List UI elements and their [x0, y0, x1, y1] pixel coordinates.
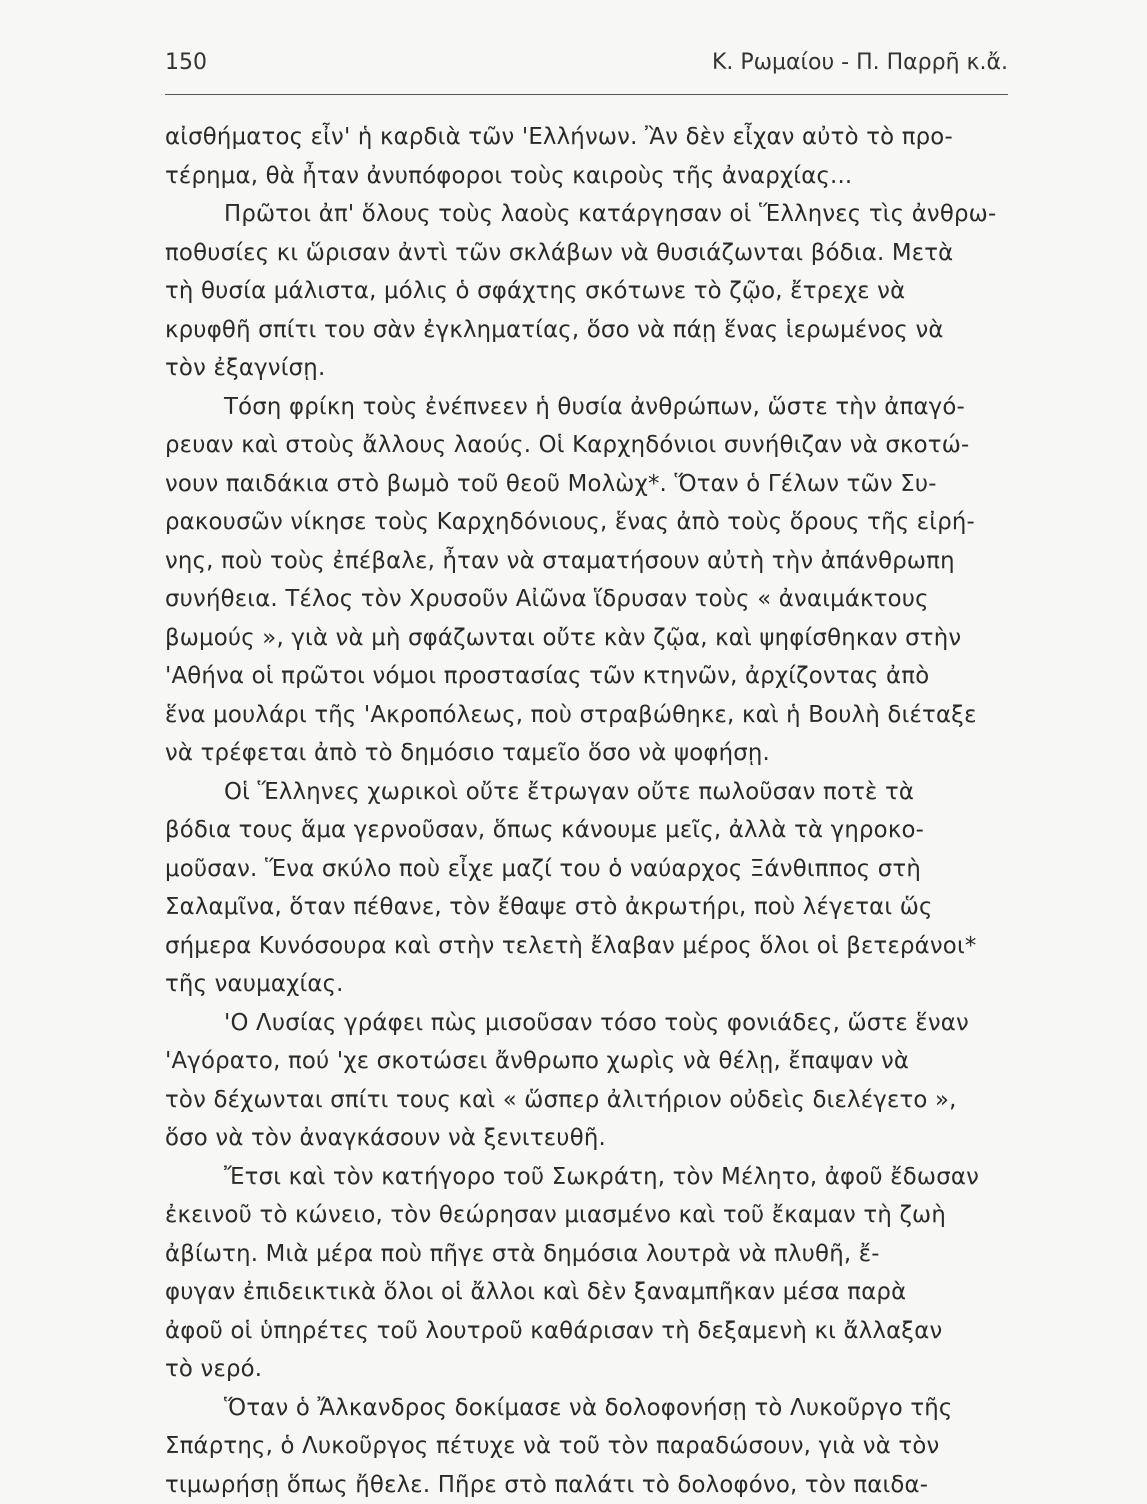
page-header [165, 50, 1008, 84]
text-line: τιμωρήσῃ ὅπως ἤθελε. Πῆρε στὸ παλάτι τὸ δολοφόνο, τὸν παιδα- [165, 1466, 1008, 1504]
text-line: φυγαν ἐπιδεικτικὰ ὅλοι οἱ ἄλλοι καὶ δὲν ξαναμπῆκαν μέσα παρὰ [165, 1273, 1008, 1312]
text-line: Τόση φρίκη τοὺς ἐνέπνεεν ἡ θυσία ἀνθρώπων, ὥστε τὴν ἀπαγό- [165, 388, 1008, 427]
body-text [165, 118, 1008, 1504]
text-line: μοῦσαν. Ἕνα σκύλο ποὺ εἶχε μαζί του ὁ ναύαρχος Ξάνθιππος στὴ [165, 850, 1008, 889]
text-line: Σπάρτης, ὁ Λυκοῦργος πέτυχε νὰ τοῦ τὸν παραδώσουν, γιὰ νὰ τὸν [165, 1427, 1008, 1466]
text-line: τὸ νερό. [165, 1350, 1008, 1389]
text-line: τῆς ναυμαχίας. [165, 965, 1008, 1004]
text-line: ποθυσίες κι ὥρισαν ἀντὶ τῶν σκλάβων νὰ θυσιάζωνται βόδια. Μετὰ [165, 234, 1008, 273]
text-line: Ἔτσι καὶ τὸν κατήγορο τοῦ Σωκράτη, τὸν Μέλητο, ἀφοῦ ἔδωσαν [165, 1158, 1008, 1197]
text-line: βόδια τους ἅμα γερνοῦσαν, ὅπως κάνουμε μεῖς, ἀλλὰ τὰ γηροκο- [165, 811, 1008, 850]
text-line: 'Αθήνα οἱ πρῶτοι νόμοι προστασίας τῶν κτηνῶν, ἀρχίζοντας ἀπὸ [165, 657, 1008, 696]
text-line: ἀφοῦ οἱ ὑπηρέτες τοῦ λουτροῦ καθάρισαν τὴ δεξαμενὴ κι ἄλλαξαν [165, 1312, 1008, 1351]
text-line: τὸν δέχωνται σπίτι τους καὶ « ὥσπερ ἀλιτήριον οὐδεὶς διελέγετο », [165, 1081, 1008, 1120]
text-line: 'Ο Λυσίας γράφει πὼς μισοῦσαν τόσο τοὺς φονιάδες, ὥστε ἕναν [165, 1004, 1008, 1043]
running-title: Κ. Ρωμαίου - Π. Παρρῆ κ.ἄ. [712, 50, 1008, 75]
text-line: νης, ποὺ τοὺς ἐπέβαλε, ἦταν νὰ σταματήσουν αὐτὴ τὴν ἀπάνθρωπη [165, 542, 1008, 581]
text-line: ἀβίωτη. Μιὰ μέρα ποὺ πῆγε στὰ δημόσια λουτρὰ νὰ πλυθῆ, ἔ- [165, 1235, 1008, 1274]
page-number: 150 [165, 50, 207, 75]
text-line: Οἱ Ἕλληνες χωρικοὶ οὔτε ἔτρωγαν οὔτε πωλοῦσαν ποτὲ τὰ [165, 773, 1008, 812]
text-line: τὴ θυσία μάλιστα, μόλις ὁ σφάχτης σκότωνε τὸ ζῷο, ἔτρεχε νὰ [165, 272, 1008, 311]
text-line: ὅσο νὰ τὸν ἀναγκάσουν νὰ ξενιτευθῆ. [165, 1119, 1008, 1158]
text-line: σήμερα Κυνόσουρα καὶ στὴν τελετὴ ἔλαβαν μέρος ὅλοι οἱ βετεράνοι* [165, 927, 1008, 966]
text-line: 'Αγόρατο, πού 'χε σκοτώσει ἄνθρωπο χωρὶς νὰ θέλῃ, ἔπαψαν νὰ [165, 1042, 1008, 1081]
text-line: αἰσθήματος εἶν' ἡ καρδιὰ τῶν 'Ελλήνων. Ἂν δὲν εἶχαν αὐτὸ τὸ προ- [165, 118, 1008, 157]
text-line: κρυφθῆ σπίτι του σὰν ἐγκληματίας, ὅσο νὰ πάῃ ἕνας ἱερωμένος νὰ [165, 311, 1008, 350]
text-line: Ὅταν ὁ Ἄλκανδρος δοκίμασε νὰ δολοφονήσῃ τὸ Λυκοῦργο τῆς [165, 1389, 1008, 1428]
text-line: νουν παιδάκια στὸ βωμὸ τοῦ θεοῦ Μολὼχ*. Ὅταν ὁ Γέλων τῶν Συ- [165, 465, 1008, 504]
text-line: ρακουσῶν νίκησε τοὺς Καρχηδόνιους, ἕνας ἀπὸ τοὺς ὅρους τῆς εἰρή- [165, 503, 1008, 542]
text-line: τέρημα, θὰ ἦταν ἀνυπόφοροι τοὺς καιροὺς τῆς ἀναρχίας... [165, 157, 1008, 196]
text-line: Πρῶτοι ἀπ' ὅλους τοὺς λαοὺς κατάργησαν οἱ Ἕλληνες τὶς ἀνθρω- [165, 195, 1008, 234]
text-line: ἕνα μουλάρι τῆς 'Ακροπόλεως, ποὺ στραβώθηκε, καὶ ἡ Βουλὴ διέταξε [165, 696, 1008, 735]
text-line: ρευαν καὶ στοὺς ἄλλους λαούς. Οἱ Καρχηδόνιοι συνήθιζαν νὰ σκοτώ- [165, 426, 1008, 465]
text-line: Σαλαμῖνα, ὅταν πέθανε, τὸν ἔθαψε στὸ ἀκρωτήρι, ποὺ λέγεται ὥς [165, 888, 1008, 927]
text-line: βωμούς », γιὰ νὰ μὴ σφάζωνται οὔτε κὰν ζῷα, καὶ ψηφίσθηκαν στὴν [165, 619, 1008, 658]
text-line: τὸν ἐξαγνίσῃ. [165, 349, 1008, 388]
text-line: νὰ τρέφεται ἀπὸ τὸ δημόσιο ταμεῖο ὅσο νὰ ψοφήσῃ. [165, 734, 1008, 773]
header-rule [165, 94, 1008, 95]
text-line: ἐκεινοῦ τὸ κώνειο, τὸν θεώρησαν μιασμένο καὶ τοῦ ἔκαμαν τὴ ζωὴ [165, 1196, 1008, 1235]
text-line: συνήθεια. Τέλος τὸν Χρυσοῦν Αἰῶνα ἵδρυσαν τοὺς « ἀναιμάκτους [165, 580, 1008, 619]
